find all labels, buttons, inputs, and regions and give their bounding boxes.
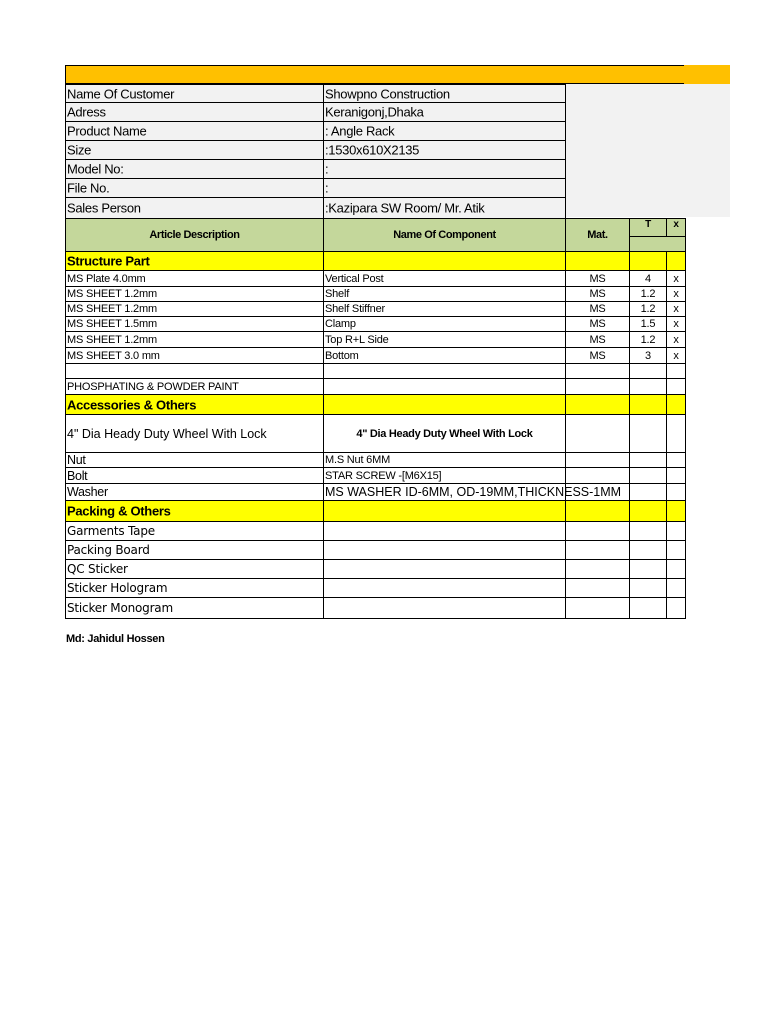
section-structure-title xyxy=(65,251,324,271)
packing-cell xyxy=(629,559,667,579)
structure-mat xyxy=(565,347,630,364)
packing-cell xyxy=(629,521,667,541)
structure-component-text: Shelf Stiffner xyxy=(325,303,385,315)
accessory-component-text: M.S Nut 6MM xyxy=(325,454,391,466)
structure-article-text: MS SHEET 1.2mm xyxy=(67,303,157,315)
structure-component xyxy=(323,270,566,287)
accessory-component xyxy=(323,467,566,484)
structure-t xyxy=(629,347,667,364)
blank-cell xyxy=(666,363,686,379)
accessory-cell xyxy=(565,414,630,453)
packing-article-text: Sticker Monogram xyxy=(67,601,173,615)
gray-side-panel xyxy=(565,84,730,217)
info-sales-label-text: Sales Person xyxy=(67,200,141,216)
structure-article-text: MS Plate 4.0mm xyxy=(67,272,146,285)
structure-article xyxy=(65,301,324,317)
structure-component-text: Clamp xyxy=(325,318,356,330)
info-sales-value xyxy=(323,197,566,219)
structure-t-text: 4 xyxy=(645,272,651,285)
section-structure-fill xyxy=(629,251,667,271)
header-x-text: x xyxy=(673,219,679,230)
structure-component-text: Shelf xyxy=(325,288,350,300)
info-size-label-text: Size xyxy=(67,142,92,158)
accessory-component xyxy=(323,414,566,453)
structure-mat-text: MS xyxy=(589,272,606,285)
accessory-cell xyxy=(666,452,686,468)
packing-article-text: Packing Board xyxy=(67,543,150,557)
structure-t xyxy=(629,286,667,302)
section-packing-fill xyxy=(565,500,630,522)
info-size-value-text: :1530x610X2135 xyxy=(325,142,420,158)
packing-cell xyxy=(666,559,686,579)
section-structure-fill xyxy=(666,251,686,271)
section-packing-fill xyxy=(666,500,686,522)
header-x xyxy=(666,218,686,237)
blank-cell xyxy=(565,363,630,379)
blank-cell xyxy=(65,363,324,379)
header-mat-text: Mat. xyxy=(587,229,608,241)
packing-article-text: Sticker Hologram xyxy=(67,581,168,595)
info-model-value xyxy=(323,159,566,179)
structure-x-text: x xyxy=(673,333,679,346)
structure-component-text: Top R+L Side xyxy=(325,333,389,346)
accessory-component-text: 4" Dia Heady Duty Wheel With Lock xyxy=(356,427,533,440)
info-address-label-text: Adress xyxy=(67,104,106,120)
structure-component-text: Bottom xyxy=(325,349,359,362)
structure-mat-text: MS xyxy=(589,318,606,330)
header-component-text: Name Of Component xyxy=(393,229,496,241)
section-packing-title xyxy=(65,500,324,522)
structure-article-text: MS SHEET 1.5mm xyxy=(67,318,157,330)
structure-t xyxy=(629,316,667,332)
section-accessories-fill xyxy=(323,394,566,415)
accessory-component-text: STAR SCREW -[M6X15] xyxy=(325,469,442,482)
structure-x-text: x xyxy=(673,288,679,300)
header-sub xyxy=(629,236,686,252)
structure-t xyxy=(629,331,667,348)
packing-cell xyxy=(629,578,667,598)
section-accessories-fill xyxy=(666,394,686,415)
info-sales-value-text: :Kazipara SW Room/ Mr. Atik xyxy=(325,200,485,216)
structure-x-text: x xyxy=(673,318,679,330)
info-customer-value-text: Showpno Construction xyxy=(325,86,450,101)
structure-mat xyxy=(565,316,630,332)
header-t xyxy=(629,218,667,237)
structure-t-text: 1.2 xyxy=(640,288,656,300)
info-model-label xyxy=(65,159,324,179)
structure-component xyxy=(323,316,566,332)
info-model-label-text: Model No: xyxy=(67,161,124,177)
structure-article xyxy=(65,270,324,287)
accessory-article xyxy=(65,414,324,453)
structure-x-text: x xyxy=(673,272,679,285)
info-product-value-text: : Angle Rack xyxy=(325,123,395,139)
section-accessories-fill xyxy=(565,394,630,415)
accessory-article-text: 4" Dia Heady Duty Wheel With Lock xyxy=(67,426,267,441)
paint-row xyxy=(65,378,324,395)
blank-cell xyxy=(629,363,667,379)
structure-x xyxy=(666,347,686,364)
header-mat xyxy=(565,218,630,252)
packing-cell xyxy=(323,578,566,598)
signature: Md: Jahidul Hossen xyxy=(66,633,165,645)
info-customer-value xyxy=(323,84,566,103)
info-file-value-text: : xyxy=(325,180,329,196)
info-address-value-text: Keranigonj,Dhaka xyxy=(325,104,424,120)
packing-article xyxy=(65,559,324,579)
structure-t-text: 1.2 xyxy=(640,333,656,346)
structure-t-text: 1.2 xyxy=(640,303,656,315)
accessory-article xyxy=(65,452,324,468)
packing-cell xyxy=(565,540,630,560)
structure-mat-text: MS xyxy=(589,333,606,346)
accessory-article xyxy=(65,483,324,501)
accessory-article-text: Washer xyxy=(67,485,108,499)
structure-article xyxy=(65,316,324,332)
info-address-value xyxy=(323,102,566,122)
accessory-cell xyxy=(666,414,686,453)
accessory-cell xyxy=(565,467,630,484)
accessory-cell xyxy=(629,467,667,484)
structure-mat xyxy=(565,331,630,348)
section-accessories-fill xyxy=(629,394,667,415)
packing-cell xyxy=(629,597,667,619)
section-accessories-title-text: Accessories & Others xyxy=(67,397,197,412)
paint-row-cell xyxy=(565,378,630,395)
header-article xyxy=(65,218,324,252)
info-customer-label xyxy=(65,84,324,103)
section-packing-fill xyxy=(323,500,566,522)
packing-cell xyxy=(323,540,566,560)
structure-x xyxy=(666,270,686,287)
header-article-text: Article Description xyxy=(149,229,240,241)
accessory-cell xyxy=(629,452,667,468)
section-structure-fill xyxy=(565,251,630,271)
section-structure-title-text: Structure Part xyxy=(67,253,150,269)
paint-row-cell xyxy=(629,378,667,395)
structure-article xyxy=(65,347,324,364)
info-product-value xyxy=(323,121,566,141)
info-customer-label-text: Name Of Customer xyxy=(67,86,175,101)
packing-article xyxy=(65,540,324,560)
paint-row-cell xyxy=(323,378,566,395)
accessory-cell xyxy=(565,452,630,468)
section-structure-fill xyxy=(323,251,566,271)
structure-x xyxy=(666,331,686,348)
structure-component xyxy=(323,331,566,348)
paint-row-cell xyxy=(666,378,686,395)
structure-x xyxy=(666,301,686,317)
packing-cell xyxy=(323,597,566,619)
structure-x-text: x xyxy=(673,303,679,315)
structure-article xyxy=(65,331,324,348)
info-file-label-text: File No. xyxy=(67,180,110,196)
accessory-article-text: Bolt xyxy=(67,468,88,483)
structure-x xyxy=(666,286,686,302)
structure-t-text: 3 xyxy=(645,349,651,362)
structure-component xyxy=(323,347,566,364)
packing-article xyxy=(65,521,324,541)
packing-cell xyxy=(666,597,686,619)
header-component xyxy=(323,218,566,252)
section-packing-title-text: Packing & Others xyxy=(67,503,171,519)
packing-cell xyxy=(565,597,630,619)
structure-t-text: 1.5 xyxy=(640,318,656,330)
accessory-cell xyxy=(629,414,667,453)
info-file-value xyxy=(323,178,566,198)
paint-row-text: PHOSPHATING & POWDER PAINT xyxy=(67,380,239,393)
structure-t xyxy=(629,270,667,287)
section-accessories-title xyxy=(65,394,324,415)
packing-cell xyxy=(629,540,667,560)
info-size-label xyxy=(65,140,324,160)
info-file-label xyxy=(65,178,324,198)
packing-cell xyxy=(666,540,686,560)
packing-cell xyxy=(565,521,630,541)
packing-cell xyxy=(666,578,686,598)
structure-t xyxy=(629,301,667,317)
top-orange-bar-border xyxy=(65,65,684,84)
structure-article-text: MS SHEET 1.2mm xyxy=(67,288,157,300)
accessory-component xyxy=(323,452,566,468)
structure-component-text: Vertical Post xyxy=(325,272,384,285)
accessory-component-text: MS WASHER ID-6MM, OD-19MM,THICKNESS-1MM xyxy=(325,485,622,499)
info-size-value xyxy=(323,140,566,160)
structure-x xyxy=(666,316,686,332)
packing-article-text: Garments Tape xyxy=(67,524,155,538)
info-address-label xyxy=(65,102,324,122)
packing-article xyxy=(65,597,324,619)
info-sales-label xyxy=(65,197,324,219)
structure-mat-text: MS xyxy=(589,288,606,300)
accessory-article-text: Nut xyxy=(67,453,86,467)
accessory-article xyxy=(65,467,324,484)
blank-cell xyxy=(323,363,566,379)
packing-cell xyxy=(323,521,566,541)
accessory-cell xyxy=(666,483,686,501)
structure-article xyxy=(65,286,324,302)
accessory-cell xyxy=(629,483,667,501)
structure-article-text: MS SHEET 1.2mm xyxy=(67,333,157,346)
packing-cell xyxy=(666,521,686,541)
structure-x-text: x xyxy=(673,349,679,362)
section-packing-fill xyxy=(629,500,667,522)
structure-mat xyxy=(565,270,630,287)
header-t-text: T xyxy=(645,219,651,230)
info-product-label-text: Product Name xyxy=(67,123,147,139)
info-model-value-text: : xyxy=(325,161,329,177)
structure-article-text: MS SHEET 3.0 mm xyxy=(67,349,160,362)
structure-mat-text: MS xyxy=(589,349,606,362)
packing-article xyxy=(65,578,324,598)
packing-cell xyxy=(565,578,630,598)
structure-mat-text: MS xyxy=(589,303,606,315)
structure-component xyxy=(323,286,566,302)
structure-mat xyxy=(565,301,630,317)
packing-article-text: QC Sticker xyxy=(67,562,128,576)
packing-cell xyxy=(323,559,566,579)
packing-cell xyxy=(565,559,630,579)
accessory-component xyxy=(323,483,622,501)
accessory-cell xyxy=(666,467,686,484)
info-product-label xyxy=(65,121,324,141)
structure-mat xyxy=(565,286,630,302)
structure-component xyxy=(323,301,566,317)
